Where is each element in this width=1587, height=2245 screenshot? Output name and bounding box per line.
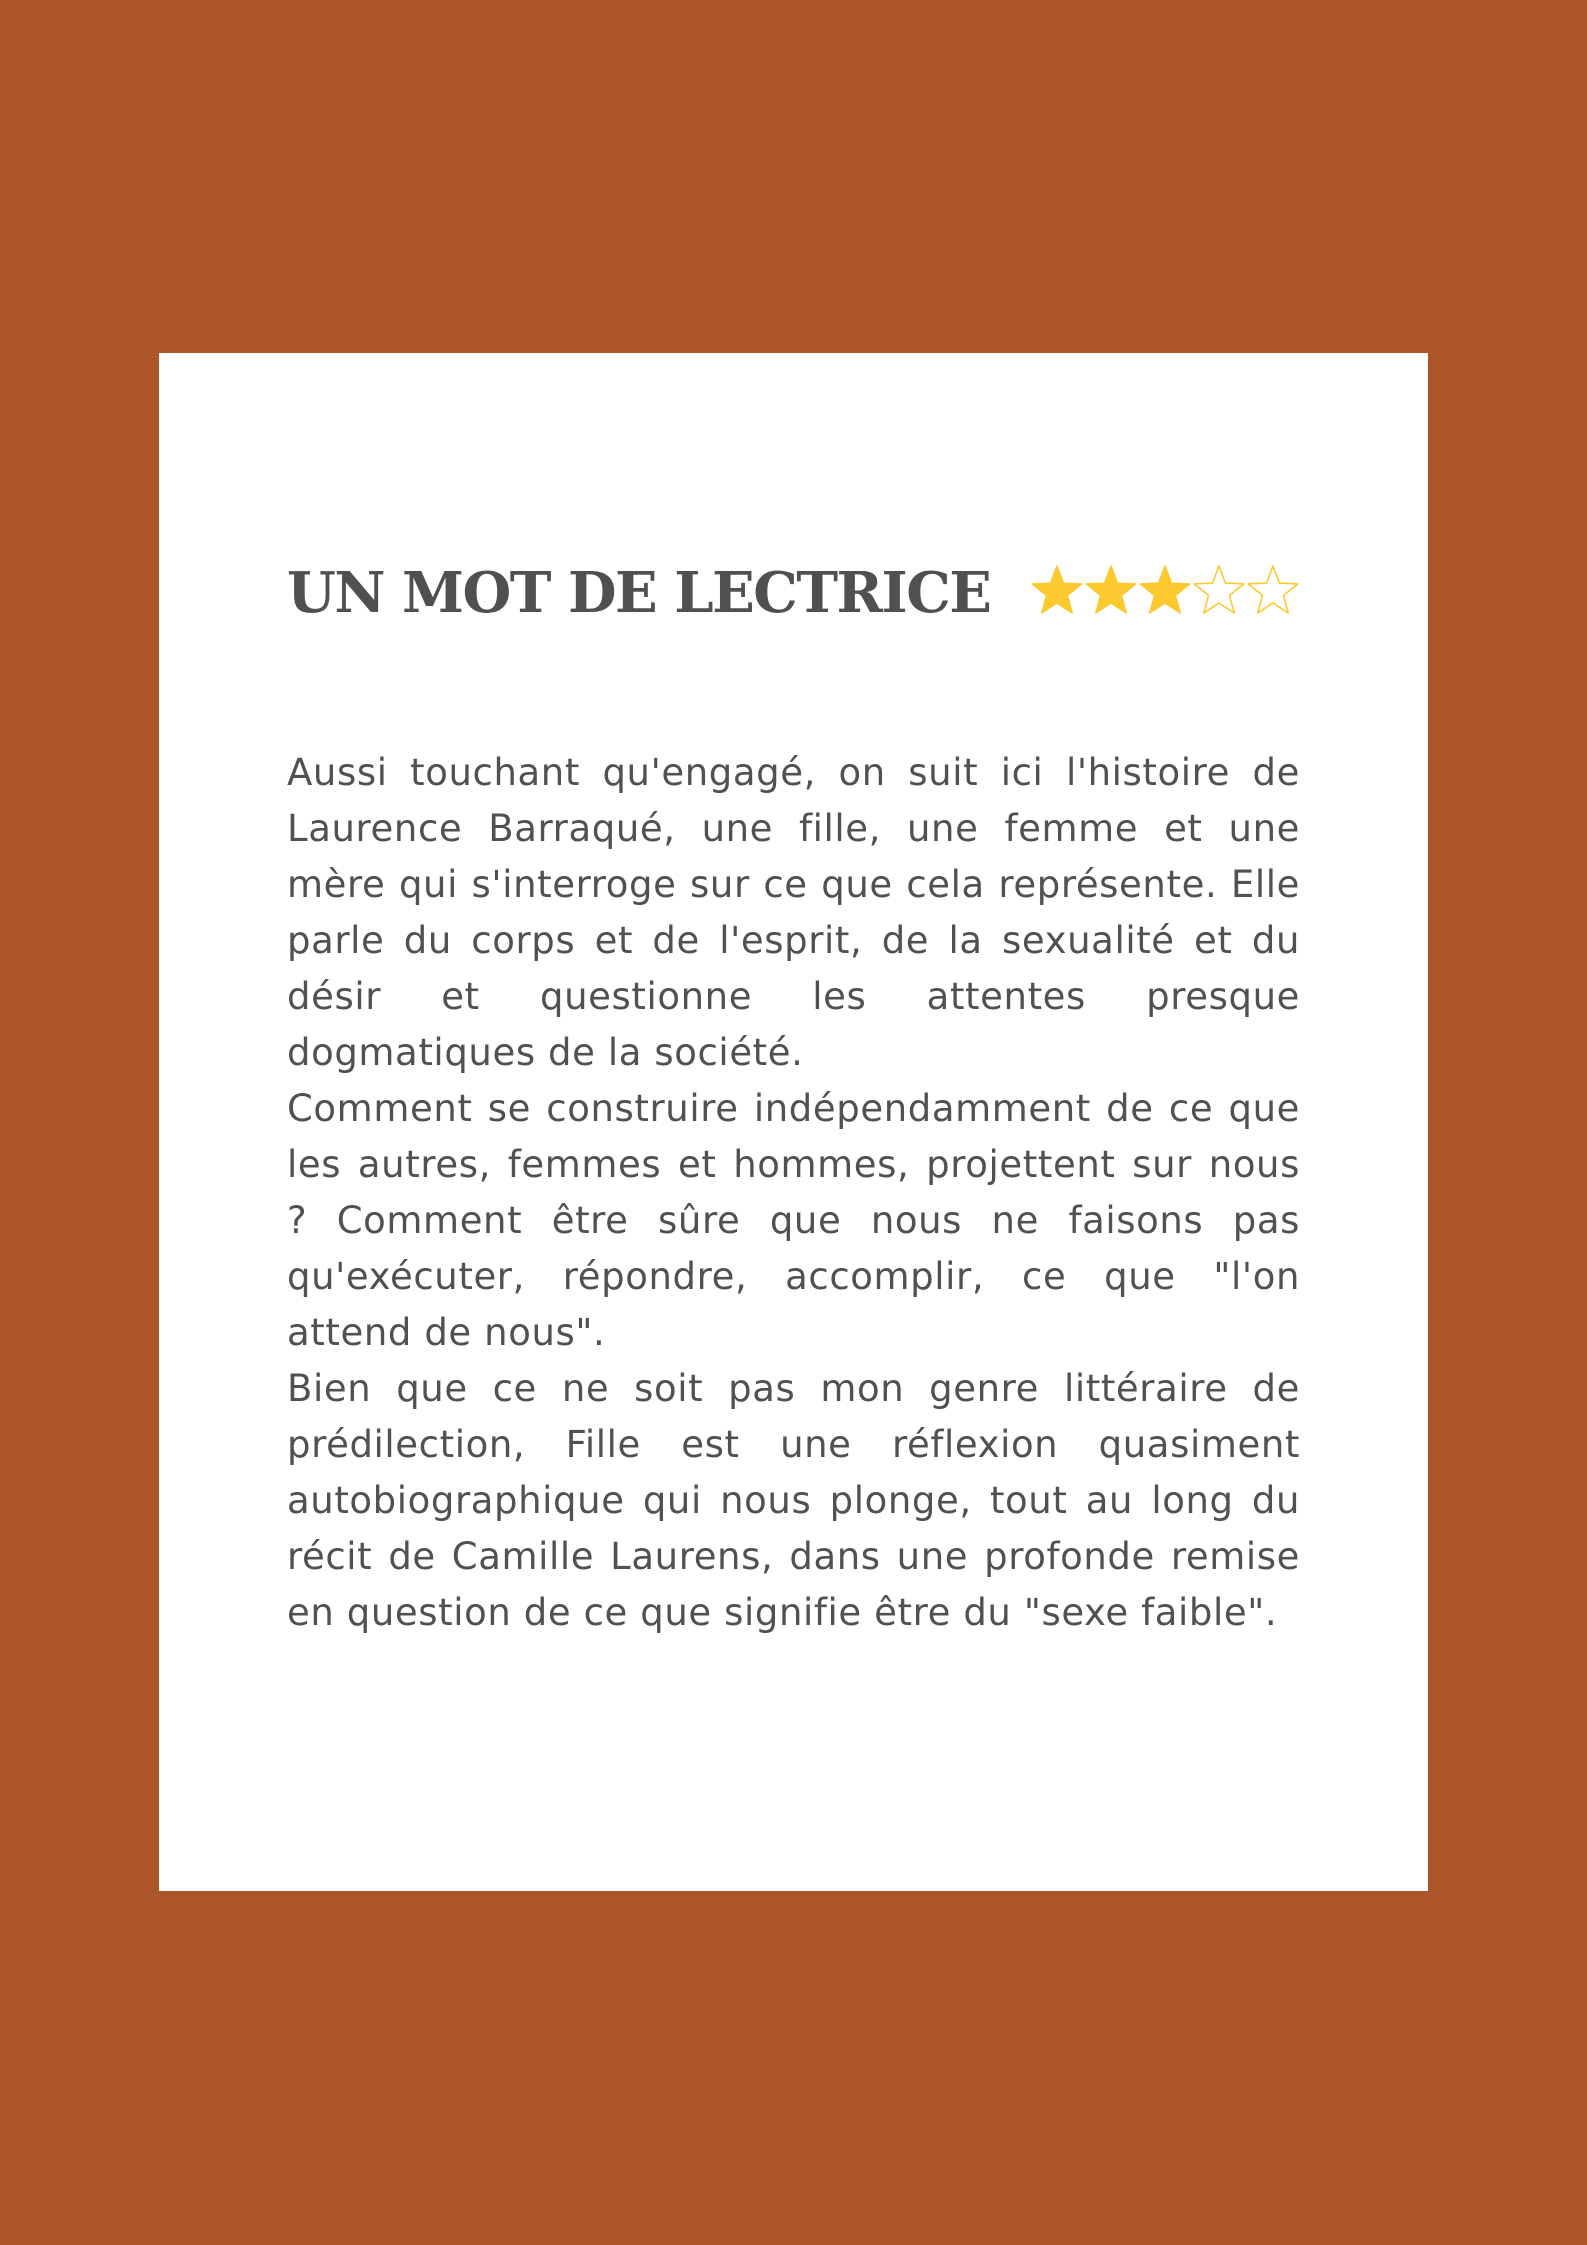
star-outline-icon	[1194, 566, 1243, 613]
review-card	[159, 353, 1428, 1891]
review-title: UN MOT DE LECTRICE	[287, 560, 991, 626]
star-outline-icon	[1248, 566, 1297, 613]
review-body	[287, 745, 1300, 1641]
review-paragraph-3: Bien que ce ne soit pas mon genre littéraire de prédilection, Fille est une réflexion quasiment autobiographique qui nous plonge, tout au long du récit de Camille Laurens, dans une profonde remise en question de ce que signifie être du "sexe faible".	[287, 1367, 1300, 1634]
star-filled-icon	[1032, 566, 1081, 613]
review-paragraph-2: Comment se construire indépendamment de ce que les autres, femmes et hommes, projettent sur nous ? Comment être sûre que nous ne faisons pas qu'exécuter, répondre, accomplir, ce que "l'on attend de nous".	[287, 1087, 1300, 1354]
review-paragraph-1: Aussi touchant qu'engagé, on suit ici l'histoire de Laurence Barraqué, une fille, une femme et une mère qui s'interroge sur ce que cela représente. Elle parle du corps et de l'esprit, de la sexualité et du désir et questionne les attentes presque dogmatiques de la société.	[287, 751, 1300, 1074]
star-filled-icon	[1140, 566, 1189, 613]
star-rating-graphic	[1030, 563, 1300, 619]
star-filled-icon	[1086, 566, 1135, 613]
review-header	[287, 553, 1300, 633]
star-rating	[1030, 563, 1300, 619]
